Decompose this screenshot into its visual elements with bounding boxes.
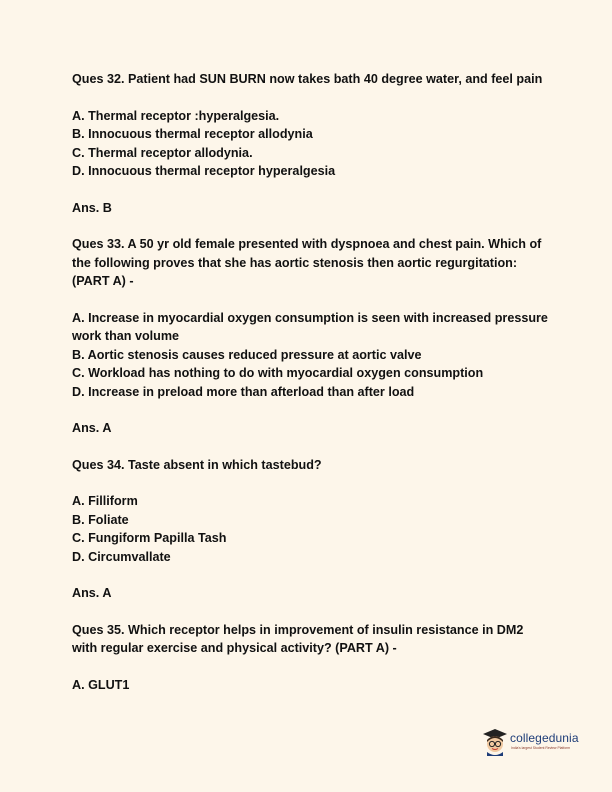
question-text: Ques 33. A 50 yr old female presented with dyspnoea and chest pain. Which of the following proves that she has aortic stenosis then aortic regurgitation: (PART A) -: [72, 237, 542, 288]
question-block: [72, 235, 552, 438]
option-a: A. Filliform: [72, 494, 138, 508]
question-block: [72, 456, 552, 603]
collegedunia-logo: [482, 728, 598, 758]
question-block: [72, 70, 552, 217]
option-c: C. Thermal receptor allodynia.: [72, 145, 253, 160]
option-b: B. Innocuous thermal receptor allodynia: [72, 127, 313, 141]
question-block: [72, 621, 552, 695]
question-text: Ques 34. Taste absent in which tastebud?: [72, 457, 322, 472]
graduate-mascot-icon: [482, 728, 508, 756]
options-list: [72, 676, 552, 695]
option-b: B. Foliate: [72, 512, 129, 527]
option-d: D. Circumvallate: [72, 549, 171, 564]
option-c: C. Fungiform Papilla Tash: [72, 531, 227, 545]
logo-name: collegedunia: [510, 731, 579, 745]
question-text: Ques 32. Patient had SUN BURN now takes bath 40 degree water, and feel pain: [72, 72, 543, 86]
answer-text: Ans. B: [72, 200, 112, 215]
logo-tagline: India's largest Student Review Platform: [511, 746, 571, 750]
question-text: Ques 35. Which receptor helps in improvement of insulin resistance in DM2 with regular exercise and physical activity? (PART A) -: [72, 622, 524, 655]
option-a: A. Increase in myocardial oxygen consumption is seen with increased pressure work than volume: [72, 310, 548, 343]
answer-text: Ans. A: [72, 586, 112, 600]
option-a: A. Thermal receptor :hyperalgesia.: [72, 108, 280, 123]
option-b: B. Aortic stenosis causes reduced pressure at aortic valve: [72, 347, 422, 362]
option-c: C. Workload has nothing to do with myocardial oxygen consumption: [72, 366, 484, 380]
options-list: [72, 492, 552, 566]
question-list: [72, 70, 552, 694]
option-d: D. Increase in preload more than afterload than after load: [72, 384, 415, 399]
options-list: [72, 309, 552, 402]
options-list: [72, 107, 552, 181]
option-d: D. Innocuous thermal receptor hyperalgesia: [72, 164, 336, 178]
answer-text: Ans. A: [72, 421, 112, 435]
option-a: A. GLUT1: [72, 677, 130, 692]
